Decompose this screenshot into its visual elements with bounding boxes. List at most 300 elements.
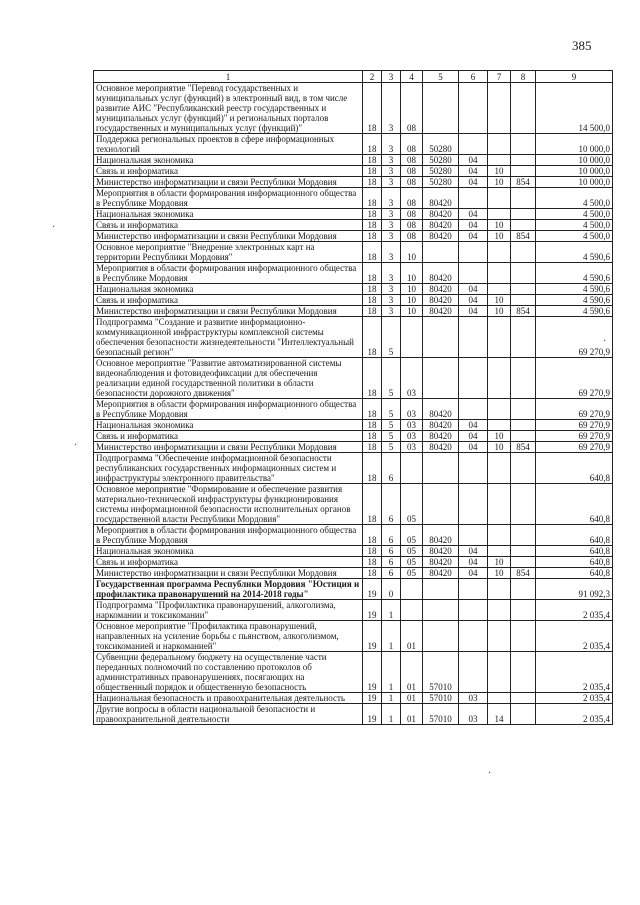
measure-code-cell: 05	[401, 546, 423, 557]
program-code-cell: 18	[363, 209, 382, 220]
table-row	[94, 155, 613, 166]
table-body	[94, 83, 613, 725]
table-row	[94, 431, 613, 442]
row-name-cell: Национальная экономика	[94, 284, 363, 295]
table-row	[94, 453, 613, 484]
amount-cell: 14 500,0	[536, 83, 613, 134]
section-code-cell	[459, 600, 488, 621]
program-code-cell: 18	[363, 242, 382, 263]
table-row	[94, 284, 613, 295]
table-row	[94, 399, 613, 420]
program-code-cell: 18	[363, 546, 382, 557]
program-code-cell: 19	[363, 693, 382, 704]
table-row	[94, 242, 613, 263]
table-row	[94, 317, 613, 358]
program-code-cell: 19	[363, 652, 382, 693]
section-code-cell	[459, 579, 488, 600]
amount-cell: 4 500,0	[536, 209, 613, 220]
row-name-cell: Национальная экономика	[94, 209, 363, 220]
subsection-code-cell: 10	[488, 220, 511, 231]
row-name-cell: Основное мероприятие "Профилактика правонарушений, направленных на усиление борьбы с пьянством, алкоголизмом, токсикоманией и наркоманией"	[94, 621, 363, 652]
program-code-cell: 18	[363, 525, 382, 546]
section-code-cell	[459, 621, 488, 652]
section-code-cell: 04	[459, 220, 488, 231]
table-row	[94, 652, 613, 693]
ministry-code-cell: 854	[511, 231, 536, 242]
subsection-code-cell	[488, 621, 511, 652]
amount-cell: 2 035,4	[536, 621, 613, 652]
section-code-cell	[459, 317, 488, 358]
program-code-cell: 18	[363, 317, 382, 358]
section-code-cell: 04	[459, 209, 488, 220]
subsection-code-cell	[488, 317, 511, 358]
table-row	[94, 621, 613, 652]
amount-cell: 2 035,4	[536, 600, 613, 621]
ministry-code-cell	[511, 155, 536, 166]
budget-table-container	[93, 70, 612, 725]
subsection-code-cell	[488, 155, 511, 166]
row-name-cell: Подпрограмма "Создание и развитие информационно-коммуникационной инфраструктуры комплексной системы обеспечения безопасности жизнедеятельности "Интеллектуальный безопасный регион"	[94, 317, 363, 358]
row-name-cell: Мероприятия в области формирования информационного общества в Республике Мордовия	[94, 188, 363, 209]
row-name-cell: Связь и информатика	[94, 220, 363, 231]
subprogram-code-cell: 3	[382, 209, 401, 220]
row-name-cell: Основное мероприятие "Внедрение электронных карт на территории Республики Мордовия"	[94, 242, 363, 263]
row-name-cell: Мероприятия в области формирования информационного общества в Республике Мордовия	[94, 399, 363, 420]
program-code-cell: 18	[363, 155, 382, 166]
row-name-cell: Подпрограмма "Обеспечение информационной безопасности республиканских государственных информационных систем и инфраструктуры электронного правительства"	[94, 453, 363, 484]
table-row	[94, 484, 613, 525]
program-code-cell: 18	[363, 231, 382, 242]
section-code-cell	[459, 652, 488, 693]
measure-code-cell: 08	[401, 209, 423, 220]
section-code-cell: 04	[459, 557, 488, 568]
subsection-code-cell	[488, 453, 511, 484]
direction-code-cell: 57010	[423, 652, 459, 693]
subsection-code-cell: 10	[488, 442, 511, 453]
subprogram-code-cell: 3	[382, 177, 401, 188]
margin-mark: ·	[488, 768, 492, 779]
direction-code-cell: 80420	[423, 306, 459, 317]
program-code-cell: 19	[363, 704, 382, 725]
margin-mark: ·	[52, 222, 56, 233]
page-number: 385	[572, 38, 592, 53]
ministry-code-cell	[511, 188, 536, 209]
amount-cell: 10 000,0	[536, 177, 613, 188]
section-code-cell: 04	[459, 546, 488, 557]
section-code-cell: 03	[459, 704, 488, 725]
row-name-cell: Министерство информатизации и связи Республики Мордовия	[94, 568, 363, 579]
subsection-code-cell	[488, 484, 511, 525]
section-code-cell: 04	[459, 420, 488, 431]
measure-code-cell	[401, 317, 423, 358]
subsection-code-cell	[488, 600, 511, 621]
measure-code-cell: 03	[401, 420, 423, 431]
amount-cell: 640,8	[536, 546, 613, 557]
ministry-code-cell: 854	[511, 306, 536, 317]
table-row	[94, 358, 613, 399]
subsection-code-cell	[488, 546, 511, 557]
direction-code-cell: 50280	[423, 166, 459, 177]
row-name-cell: Министерство информатизации и связи Республики Мордовия	[94, 442, 363, 453]
measure-code-cell: 03	[401, 399, 423, 420]
amount-cell: 640,8	[536, 525, 613, 546]
table-row	[94, 295, 613, 306]
ministry-code-cell	[511, 83, 536, 134]
direction-code-cell: 80420	[423, 209, 459, 220]
row-name-cell: Подпрограмма "Профилактика правонарушений, алкоголизма, наркомании и токсикомании"	[94, 600, 363, 621]
amount-cell: 640,8	[536, 453, 613, 484]
measure-code-cell: 08	[401, 166, 423, 177]
subprogram-code-cell: 3	[382, 263, 401, 284]
program-code-cell: 18	[363, 420, 382, 431]
subprogram-code-cell: 6	[382, 546, 401, 557]
program-code-cell: 18	[363, 166, 382, 177]
direction-code-cell: 80420	[423, 263, 459, 284]
direction-code-cell: 80420	[423, 431, 459, 442]
direction-code-cell: 80420	[423, 399, 459, 420]
column-header: 2	[363, 71, 382, 83]
subsection-code-cell	[488, 399, 511, 420]
measure-code-cell: 05	[401, 568, 423, 579]
section-code-cell	[459, 399, 488, 420]
row-name-cell: Мероприятия в области формирования информационного общества в Республике Мордовия	[94, 525, 363, 546]
row-name-cell: Национальная безопасность и правоохранительная деятельность	[94, 693, 363, 704]
measure-code-cell: 05	[401, 525, 423, 546]
subprogram-code-cell: 3	[382, 242, 401, 263]
table-row	[94, 177, 613, 188]
program-code-cell: 18	[363, 358, 382, 399]
measure-code-cell	[401, 453, 423, 484]
subsection-code-cell	[488, 209, 511, 220]
budget-table	[93, 70, 613, 725]
ministry-code-cell: 854	[511, 442, 536, 453]
measure-code-cell: 03	[401, 358, 423, 399]
subsection-code-cell	[488, 420, 511, 431]
subprogram-code-cell: 1	[382, 704, 401, 725]
subsection-code-cell: 10	[488, 231, 511, 242]
amount-cell: 91 092,3	[536, 579, 613, 600]
subprogram-code-cell: 3	[382, 231, 401, 242]
program-code-cell: 18	[363, 284, 382, 295]
subprogram-code-cell: 6	[382, 453, 401, 484]
amount-cell: 10 000,0	[536, 166, 613, 177]
section-code-cell: 04	[459, 295, 488, 306]
program-code-cell: 18	[363, 220, 382, 231]
row-name-cell: Связь и информатика	[94, 431, 363, 442]
ministry-code-cell	[511, 242, 536, 263]
measure-code-cell: 08	[401, 83, 423, 134]
table-row	[94, 546, 613, 557]
section-code-cell: 04	[459, 284, 488, 295]
measure-code-cell: 01	[401, 693, 423, 704]
section-code-cell: 04	[459, 431, 488, 442]
ministry-code-cell	[511, 134, 536, 155]
row-name-cell: Связь и информатика	[94, 295, 363, 306]
subsection-code-cell	[488, 242, 511, 263]
amount-cell: 2 035,4	[536, 652, 613, 693]
section-code-cell: 04	[459, 177, 488, 188]
direction-code-cell: 57010	[423, 693, 459, 704]
amount-cell: 69 270,9	[536, 317, 613, 358]
table-row	[94, 557, 613, 568]
direction-code-cell: 50280	[423, 155, 459, 166]
column-header: 1	[94, 71, 363, 83]
measure-code-cell: 01	[401, 652, 423, 693]
program-code-cell: 19	[363, 621, 382, 652]
subsection-code-cell	[488, 284, 511, 295]
amount-cell: 4 500,0	[536, 220, 613, 231]
table-row	[94, 568, 613, 579]
section-code-cell	[459, 453, 488, 484]
section-code-cell: 03	[459, 693, 488, 704]
direction-code-cell: 80420	[423, 295, 459, 306]
direction-code-cell: 80420	[423, 442, 459, 453]
table-row	[94, 693, 613, 704]
row-name-cell: Основное мероприятие "Развитие автоматизированной системы видеонаблюдения и фотовидеофиксации для обеспечения реализации единой государственной политики в области безопасности дорожного движения"	[94, 358, 363, 399]
column-header: 6	[459, 71, 488, 83]
program-code-cell: 18	[363, 306, 382, 317]
subprogram-code-cell: 3	[382, 284, 401, 295]
row-name-cell: Другие вопросы в области национальной безопасности и правоохранительной деятельности	[94, 704, 363, 725]
row-name-cell: Национальная экономика	[94, 546, 363, 557]
subsection-code-cell: 10	[488, 568, 511, 579]
section-code-cell: 04	[459, 166, 488, 177]
measure-code-cell: 10	[401, 242, 423, 263]
section-code-cell	[459, 188, 488, 209]
table-row	[94, 188, 613, 209]
row-name-cell: Основное мероприятие "Перевод государственных и муниципальных услуг (функций) в электронный вид, в том числе развитие АИС "Республиканский реестр государственных и муниципальных услуг (функций)" и региональных порталов государственных и муниципальных услуг (функций)"	[94, 83, 363, 134]
measure-code-cell: 05	[401, 557, 423, 568]
direction-code-cell	[423, 484, 459, 525]
amount-cell: 4 590,6	[536, 263, 613, 284]
subprogram-code-cell: 1	[382, 600, 401, 621]
table-row	[94, 220, 613, 231]
direction-code-cell: 80420	[423, 546, 459, 557]
subprogram-code-cell: 6	[382, 525, 401, 546]
section-code-cell	[459, 263, 488, 284]
ministry-code-cell	[511, 399, 536, 420]
subprogram-code-cell: 0	[382, 579, 401, 600]
direction-code-cell	[423, 242, 459, 263]
row-name-cell: Министерство информатизации и связи Республики Мордовия	[94, 231, 363, 242]
program-code-cell: 18	[363, 568, 382, 579]
program-code-cell: 18	[363, 431, 382, 442]
subprogram-code-cell: 6	[382, 557, 401, 568]
program-code-cell: 19	[363, 600, 382, 621]
subprogram-code-cell: 5	[382, 431, 401, 442]
subprogram-code-cell: 5	[382, 442, 401, 453]
amount-cell: 4 500,0	[536, 231, 613, 242]
column-header: 5	[423, 71, 459, 83]
subprogram-code-cell: 1	[382, 693, 401, 704]
table-row	[94, 263, 613, 284]
measure-code-cell: 08	[401, 155, 423, 166]
direction-code-cell	[423, 621, 459, 652]
table-header-row	[94, 71, 613, 83]
measure-code-cell: 10	[401, 306, 423, 317]
direction-code-cell	[423, 358, 459, 399]
direction-code-cell: 80420	[423, 220, 459, 231]
direction-code-cell: 80420	[423, 420, 459, 431]
direction-code-cell: 80420	[423, 188, 459, 209]
ministry-code-cell	[511, 621, 536, 652]
table-row	[94, 83, 613, 134]
amount-cell: 4 500,0	[536, 188, 613, 209]
amount-cell: 640,8	[536, 557, 613, 568]
amount-cell: 2 035,4	[536, 693, 613, 704]
direction-code-cell	[423, 600, 459, 621]
amount-cell: 640,8	[536, 484, 613, 525]
subprogram-code-cell: 3	[382, 166, 401, 177]
column-header: 7	[488, 71, 511, 83]
column-header: 3	[382, 71, 401, 83]
row-name-cell: Министерство информатизации и связи Республики Мордовия	[94, 306, 363, 317]
ministry-code-cell	[511, 284, 536, 295]
ministry-code-cell	[511, 557, 536, 568]
amount-cell: 4 590,6	[536, 295, 613, 306]
ministry-code-cell	[511, 220, 536, 231]
subprogram-code-cell: 5	[382, 420, 401, 431]
section-code-cell	[459, 134, 488, 155]
subsection-code-cell	[488, 652, 511, 693]
ministry-code-cell	[511, 420, 536, 431]
ministry-code-cell: 854	[511, 177, 536, 188]
table-row	[94, 231, 613, 242]
row-name-cell: Связь и информатика	[94, 166, 363, 177]
program-code-cell: 19	[363, 579, 382, 600]
subprogram-code-cell: 3	[382, 83, 401, 134]
program-code-cell: 18	[363, 557, 382, 568]
program-code-cell: 18	[363, 453, 382, 484]
subsection-code-cell	[488, 693, 511, 704]
amount-cell: 2 035,4	[536, 704, 613, 725]
measure-code-cell: 08	[401, 177, 423, 188]
subsection-code-cell	[488, 83, 511, 134]
program-code-cell: 18	[363, 188, 382, 209]
subsection-code-cell: 10	[488, 306, 511, 317]
section-code-cell	[459, 484, 488, 525]
ministry-code-cell	[511, 579, 536, 600]
measure-code-cell: 03	[401, 431, 423, 442]
subsection-code-cell: 10	[488, 166, 511, 177]
ministry-code-cell	[511, 166, 536, 177]
subprogram-code-cell: 6	[382, 568, 401, 579]
row-name-cell: Национальная экономика	[94, 155, 363, 166]
ministry-code-cell	[511, 209, 536, 220]
program-code-cell: 18	[363, 484, 382, 525]
amount-cell: 4 590,6	[536, 284, 613, 295]
ministry-code-cell	[511, 295, 536, 306]
measure-code-cell: 10	[401, 263, 423, 284]
measure-code-cell	[401, 579, 423, 600]
subprogram-code-cell: 3	[382, 155, 401, 166]
subprogram-code-cell: 5	[382, 399, 401, 420]
subsection-code-cell	[488, 134, 511, 155]
subprogram-code-cell: 1	[382, 621, 401, 652]
section-code-cell: 04	[459, 231, 488, 242]
amount-cell: 10 000,0	[536, 155, 613, 166]
subprogram-code-cell: 3	[382, 306, 401, 317]
program-code-cell: 18	[363, 177, 382, 188]
subsection-code-cell: 10	[488, 295, 511, 306]
subprogram-code-cell: 3	[382, 295, 401, 306]
subsection-code-cell: 10	[488, 557, 511, 568]
table-row	[94, 134, 613, 155]
program-code-cell: 18	[363, 263, 382, 284]
amount-cell: 69 270,9	[536, 442, 613, 453]
table-row	[94, 442, 613, 453]
row-name-cell: Национальная экономика	[94, 420, 363, 431]
subprogram-code-cell: 5	[382, 358, 401, 399]
margin-mark: ·	[603, 336, 607, 347]
amount-cell: 69 270,9	[536, 358, 613, 399]
table-row	[94, 420, 613, 431]
direction-code-cell: 50280	[423, 177, 459, 188]
row-name-cell: Министерство информатизации и связи Республики Мордовия	[94, 177, 363, 188]
subsection-code-cell	[488, 579, 511, 600]
subprogram-code-cell: 5	[382, 317, 401, 358]
ministry-code-cell	[511, 431, 536, 442]
subsection-code-cell	[488, 525, 511, 546]
row-name-cell: Поддержка региональных проектов в сфере информационных технологий	[94, 134, 363, 155]
ministry-code-cell	[511, 453, 536, 484]
subprogram-code-cell: 6	[382, 484, 401, 525]
measure-code-cell: 08	[401, 231, 423, 242]
row-name-cell: Государственная программа Республики Мордовия "Юстиция и профилактика правонарушений на 2014-2018 годы"	[94, 579, 363, 600]
table-row	[94, 600, 613, 621]
direction-code-cell	[423, 453, 459, 484]
direction-code-cell: 80420	[423, 231, 459, 242]
amount-cell: 69 270,9	[536, 431, 613, 442]
ministry-code-cell	[511, 600, 536, 621]
subsection-code-cell	[488, 358, 511, 399]
subprogram-code-cell: 3	[382, 220, 401, 231]
amount-cell: 69 270,9	[536, 399, 613, 420]
table-row	[94, 579, 613, 600]
subprogram-code-cell: 3	[382, 134, 401, 155]
section-code-cell: 04	[459, 442, 488, 453]
measure-code-cell: 03	[401, 442, 423, 453]
subsection-code-cell	[488, 188, 511, 209]
table-row	[94, 704, 613, 725]
program-code-cell: 18	[363, 134, 382, 155]
direction-code-cell: 50280	[423, 134, 459, 155]
amount-cell: 4 590,6	[536, 242, 613, 263]
section-code-cell	[459, 242, 488, 263]
section-code-cell	[459, 358, 488, 399]
row-name-cell: Связь и информатика	[94, 557, 363, 568]
ministry-code-cell: 854	[511, 568, 536, 579]
ministry-code-cell	[511, 693, 536, 704]
table-row	[94, 525, 613, 546]
column-header: 8	[511, 71, 536, 83]
direction-code-cell: 80420	[423, 284, 459, 295]
program-code-cell: 18	[363, 399, 382, 420]
section-code-cell: 04	[459, 155, 488, 166]
subprogram-code-cell: 1	[382, 652, 401, 693]
amount-cell: 640,8	[536, 568, 613, 579]
direction-code-cell	[423, 579, 459, 600]
program-code-cell: 18	[363, 83, 382, 134]
ministry-code-cell	[511, 652, 536, 693]
ministry-code-cell	[511, 317, 536, 358]
table-row	[94, 166, 613, 177]
ministry-code-cell	[511, 263, 536, 284]
measure-code-cell: 08	[401, 188, 423, 209]
section-code-cell	[459, 83, 488, 134]
measure-code-cell: 05	[401, 484, 423, 525]
direction-code-cell	[423, 317, 459, 358]
